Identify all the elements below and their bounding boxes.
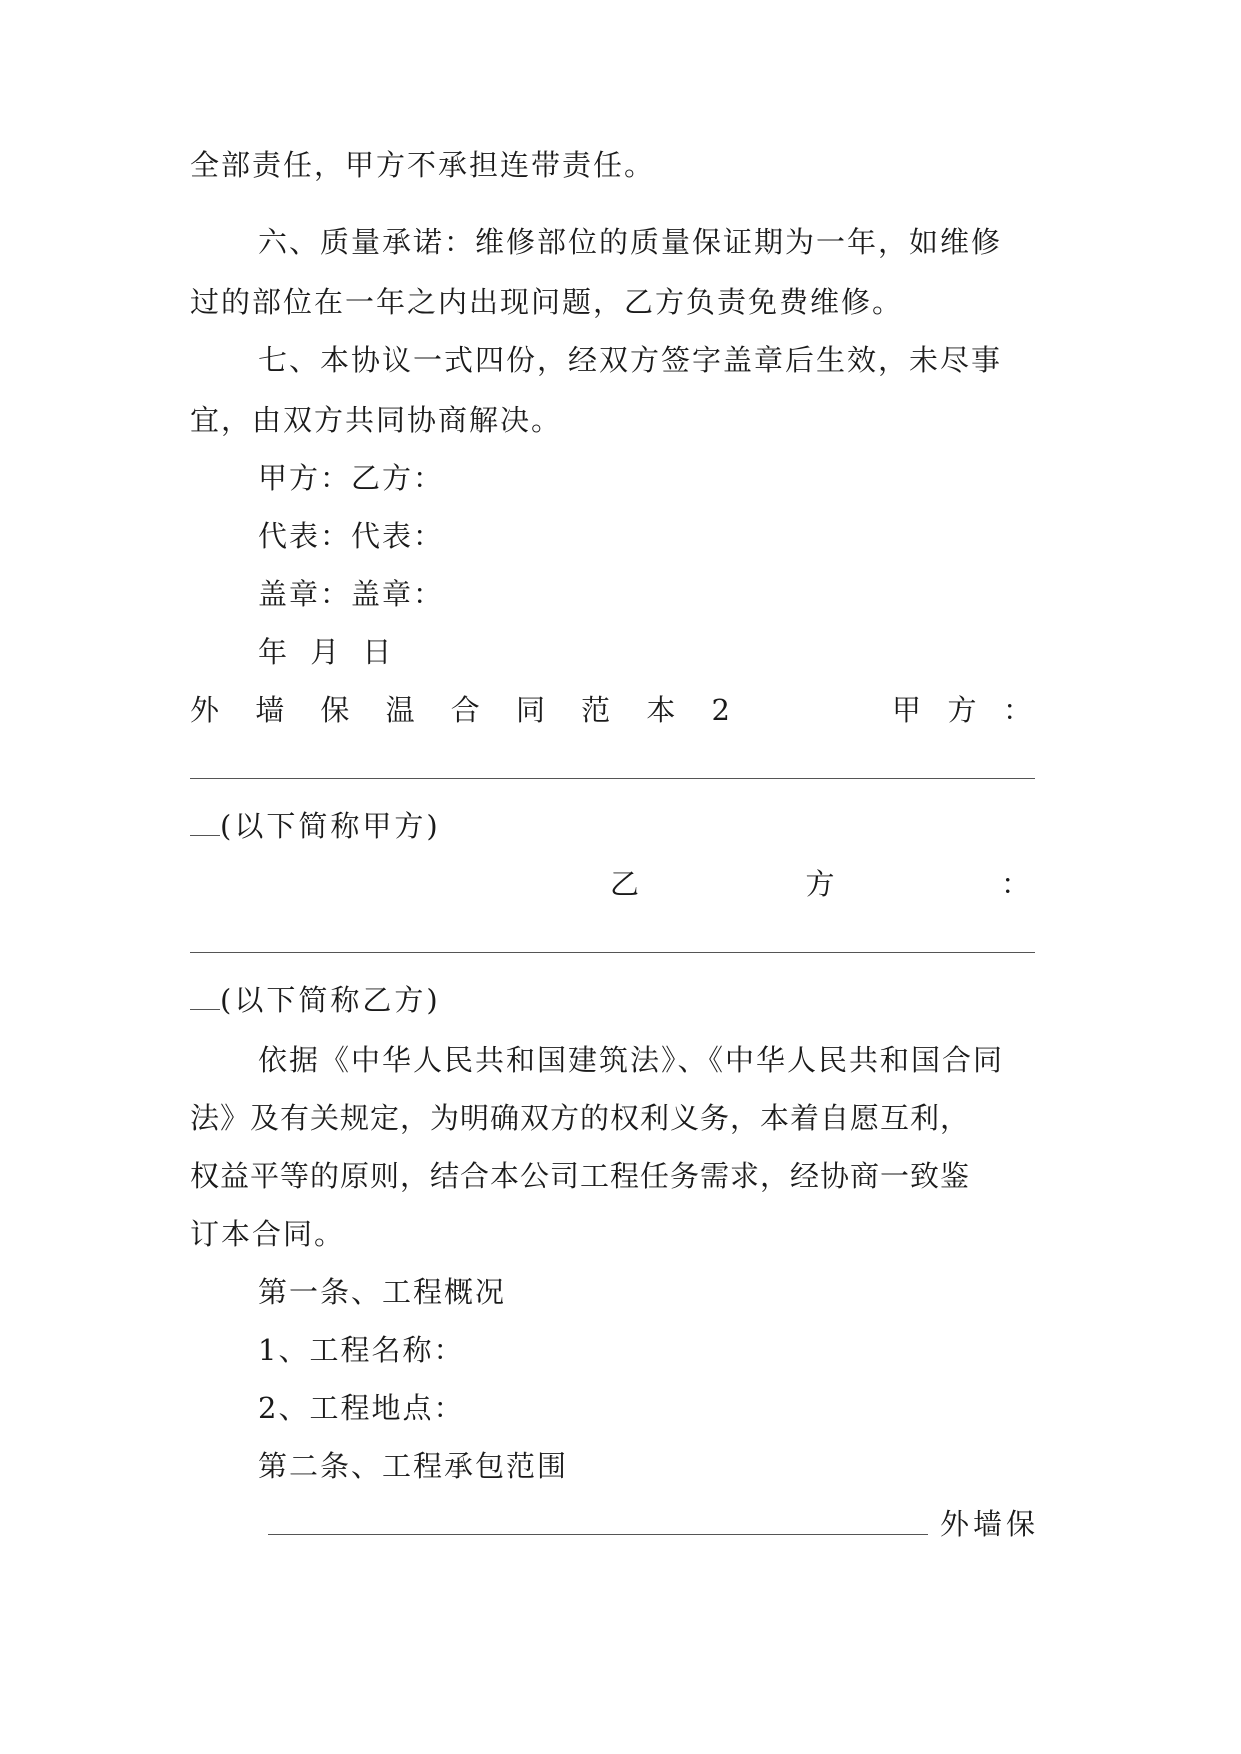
blank-underline	[190, 809, 220, 836]
paragraph-line: 七、本协议一式四份，经双方签字盖章后生效，未尽事	[258, 343, 1003, 377]
paragraph-line: 六、质量承诺：维修部位的质量保证期为一年，如维修	[258, 225, 1003, 259]
scope-blank-line	[268, 1534, 928, 1535]
paragraph-line: 过的部位在一年之内出现问题，乙方负责免费维修。	[190, 285, 904, 319]
party-a-blank-line	[190, 778, 1035, 779]
party-b-label	[610, 864, 1030, 904]
signature-representative-line: 代表：代表：	[258, 519, 445, 553]
title-char: 同	[515, 693, 545, 727]
paragraph-line: 法》及有关规定，为明确双方的权利义务，本着自愿互利，	[190, 1101, 971, 1135]
party-b-blank-line	[190, 952, 1035, 953]
title-char: 合	[450, 693, 480, 727]
title-char: 2	[711, 693, 730, 727]
label-char: ：	[1000, 867, 1030, 901]
title-char: 本	[646, 693, 676, 727]
paragraph-line: 权益平等的原则，结合本公司工程任务需求，经协商一致鉴	[190, 1159, 971, 1193]
party-b-suffix-line	[190, 980, 441, 1020]
party-b-suffix: (以下简称乙方)	[220, 983, 441, 1017]
title-char: 范	[581, 693, 611, 727]
contract-title	[190, 690, 730, 730]
party-a-suffix: (以下简称甲方)	[220, 809, 441, 843]
signature-party-line: 甲方：乙方：	[258, 461, 445, 495]
title-char: 温	[385, 693, 415, 727]
party-a-label	[892, 690, 1032, 730]
paragraph-line: 全部责任，甲方不承担连带责任。	[190, 148, 656, 182]
article-1-item: 2、工程地点：	[258, 1391, 465, 1425]
blank-underline	[190, 983, 220, 1010]
signature-seal-line: 盖章：盖章：	[258, 577, 445, 611]
title-char: 外	[190, 693, 220, 727]
paragraph-line: 依据《中华人民共和国建筑法》、《中华人民共和国合同	[258, 1043, 1005, 1077]
paragraph-line: 宜，由双方共同协商解决。	[190, 403, 563, 437]
title-char: 保	[320, 693, 350, 727]
article-2-title: 第二条、工程承包范围	[258, 1449, 569, 1483]
signature-date-line: 年 月 日	[258, 635, 394, 669]
title-char: 墙	[255, 693, 285, 727]
scope-tail-text: 外墙保	[940, 1507, 1040, 1541]
label-char: 甲	[892, 693, 922, 727]
article-1-title: 第一条、工程概况	[258, 1275, 507, 1309]
label-char: ：	[1002, 693, 1032, 727]
label-char: 乙	[610, 867, 640, 901]
label-char: 方	[805, 867, 835, 901]
paragraph-line: 订本合同。	[190, 1217, 346, 1251]
label-char: 方	[947, 693, 977, 727]
article-1-item: 1、工程名称：	[258, 1333, 465, 1367]
party-a-suffix-line	[190, 806, 441, 846]
